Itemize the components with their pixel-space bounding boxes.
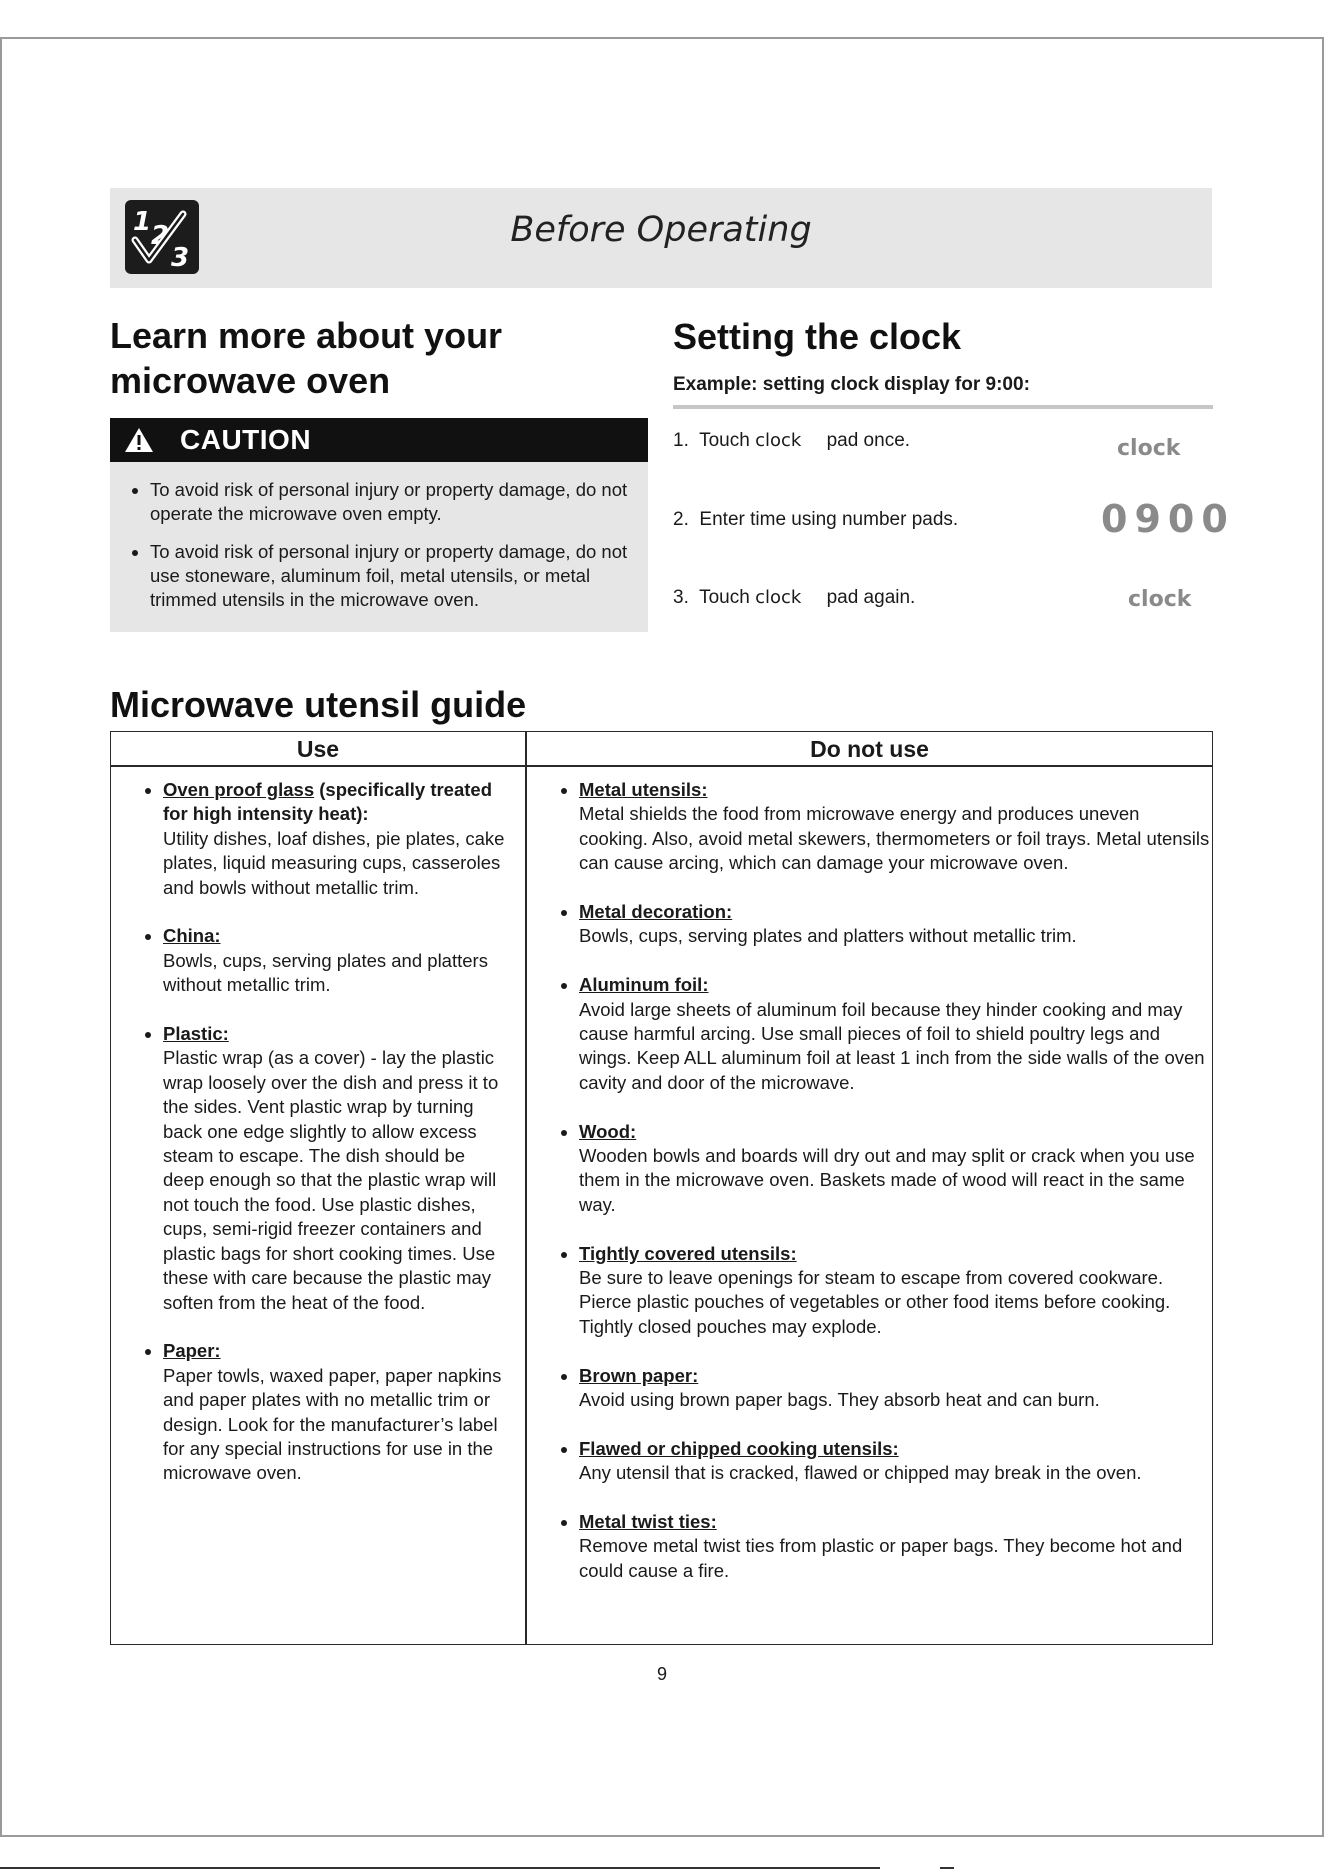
dont-use-item: [579, 1364, 1211, 1413]
item-term: China:: [163, 925, 221, 947]
item-text: Bowls, cups, serving plates and platters without metallic trim.: [579, 925, 1077, 947]
use-item: [163, 924, 511, 997]
caution-box: [110, 462, 648, 632]
item-term: Wood:: [579, 1120, 637, 1142]
svg-text:3: 3: [171, 243, 190, 273]
caution-header: [110, 418, 648, 462]
footer-rule: [0, 1867, 880, 1869]
learn-heading: Learn more about your microwave oven: [110, 315, 503, 401]
section-banner: [110, 188, 1212, 288]
item-text: Avoid using brown paper bags. They absorb heat and can burn.: [579, 1389, 1100, 1411]
step-text: Touch: [699, 587, 750, 608]
step-text: Enter time using number pads.: [699, 509, 959, 530]
item-text: Any utensil that is cracked, flawed or chipped may break in the oven.: [579, 1462, 1142, 1484]
item-term: Paper:: [163, 1340, 221, 1362]
display-time: 0900: [1101, 497, 1235, 541]
caution-item: • To avoid risk of personal injury or property damage, do not operate the microwave oven empty.: [150, 478, 634, 526]
clock-heading: Setting the clock: [673, 316, 962, 357]
step-text: pad again.: [826, 587, 916, 608]
clock-step-3: [673, 587, 915, 609]
item-term: Aluminum foil:: [579, 974, 709, 996]
footer-mark: [940, 1867, 954, 1869]
page-number: 9: [656, 1664, 667, 1684]
step-text: pad once.: [826, 430, 911, 451]
use-item: [163, 1022, 511, 1315]
guide-heading: Microwave utensil guide: [110, 684, 527, 725]
item-term: Tightly covered utensils:: [579, 1242, 797, 1264]
item-text: Avoid large sheets of aluminum foil because they hinder cooking and may cause harmful arcing. Use small pieces of foil to shield poultry legs and wings. Keep ALL aluminum foil at least 1 inch from the side walls of the oven cavity and door of the microwave.: [579, 998, 1205, 1093]
page-border-bottom: [0, 1835, 1324, 1837]
item-term: Metal twist ties:: [579, 1511, 717, 1533]
warning-triangle-icon: [124, 427, 154, 458]
dont-use-column: [527, 778, 1211, 1608]
step-number: 2.: [673, 509, 689, 530]
utensil-table: [110, 731, 1213, 1645]
dont-use-item: [579, 973, 1211, 1095]
item-term: Brown paper:: [579, 1364, 699, 1386]
use-column-header: Use: [296, 736, 340, 762]
use-item: [163, 1339, 511, 1485]
clock-pad-label: clock: [755, 587, 802, 608]
page-border-top: [0, 37, 1324, 39]
item-text: Wooden bowls and boards will dry out and may split or crack when you use them in the microwave oven. Baskets made of wood will react in the same way.: [579, 1145, 1195, 1215]
display-clock: clock: [1128, 587, 1192, 612]
clock-example: Example: setting clock display for 9:00:: [673, 374, 1213, 409]
dont-use-item: [579, 900, 1211, 949]
step-number: 3.: [673, 587, 689, 608]
svg-text:1: 1: [133, 207, 152, 237]
dont-use-column-header: Do not use: [810, 736, 929, 762]
item-term: Plastic:: [163, 1023, 229, 1045]
dont-use-item: [579, 1437, 1211, 1486]
item-text: Be sure to leave openings for steam to escape from covered cookware. Pierce plastic pouches of vegetables or other food items before cooking. Tightly closed pouches may explode.: [579, 1267, 1171, 1337]
dont-use-item: [579, 1510, 1211, 1583]
item-text: Plastic wrap (as a cover) - lay the plastic wrap loosely over the dish and press it to the sides. Vent plastic wrap by turning back one edge slightly to allow excess steam to escape. The dish should be deep enough so that the plastic wrap will not touch the food. Use plastic dishes, cups, semi-rigid freezer containers and plastic bags for short cooking times. Use these with care because the plastic may soften from the heat of the food.: [163, 1047, 499, 1313]
item-term: Metal utensils:: [579, 779, 708, 800]
svg-text:2: 2: [151, 221, 170, 251]
use-column: [111, 778, 511, 1510]
clock-step-2: [673, 509, 958, 531]
item-term-note: (specifically treated for high intensity heat):: [163, 779, 493, 825]
caution-label: CAUTION: [180, 424, 312, 455]
step-number: 1.: [673, 430, 689, 451]
dont-use-item: [579, 778, 1211, 876]
clock-pad-label: clock: [755, 430, 802, 451]
page-border-left: [0, 37, 2, 1837]
item-text: Metal shields the food from microwave energy and produces uneven cooking. Also, avoid metal skewers, thermometers or foil trays. Metal utensils can cause arcing, which can damage your microwave oven.: [579, 803, 1210, 874]
display-clock: clock: [1117, 436, 1181, 461]
item-text: Paper towls, waxed paper, paper napkins and paper plates with no metallic trim or design. Look for the manufacturer’s label for any special instructions for use in the microwave oven.: [163, 1364, 502, 1484]
step-text: Touch: [699, 430, 750, 451]
clock-step-1: [673, 430, 910, 452]
dont-use-item: [579, 1242, 1211, 1340]
item-text: Remove metal twist ties from plastic or paper bags. They become hot and could cause a fire.: [579, 1535, 1183, 1581]
caution-item: • To avoid risk of personal injury or property damage, do not use stoneware, aluminum foil, metal utensils, or metal trimmed utensils in the microwave oven.: [150, 540, 634, 612]
header-rule: [111, 765, 1212, 767]
item-text: Bowls, cups, serving plates and platters without metallic trim.: [163, 949, 488, 996]
item-term: Flawed or chipped cooking utensils:: [579, 1437, 899, 1459]
item-term: Metal decoration:: [579, 901, 733, 923]
item-text: Utility dishes, loaf dishes, pie plates, cake plates, liquid measuring cups, casseroles and bowls without metallic trim.: [163, 827, 505, 898]
dont-use-item: [579, 1120, 1211, 1218]
banner-title: Before Operating: [510, 210, 812, 250]
use-item: [163, 778, 511, 900]
item-term: Oven proof glass: [163, 779, 315, 800]
